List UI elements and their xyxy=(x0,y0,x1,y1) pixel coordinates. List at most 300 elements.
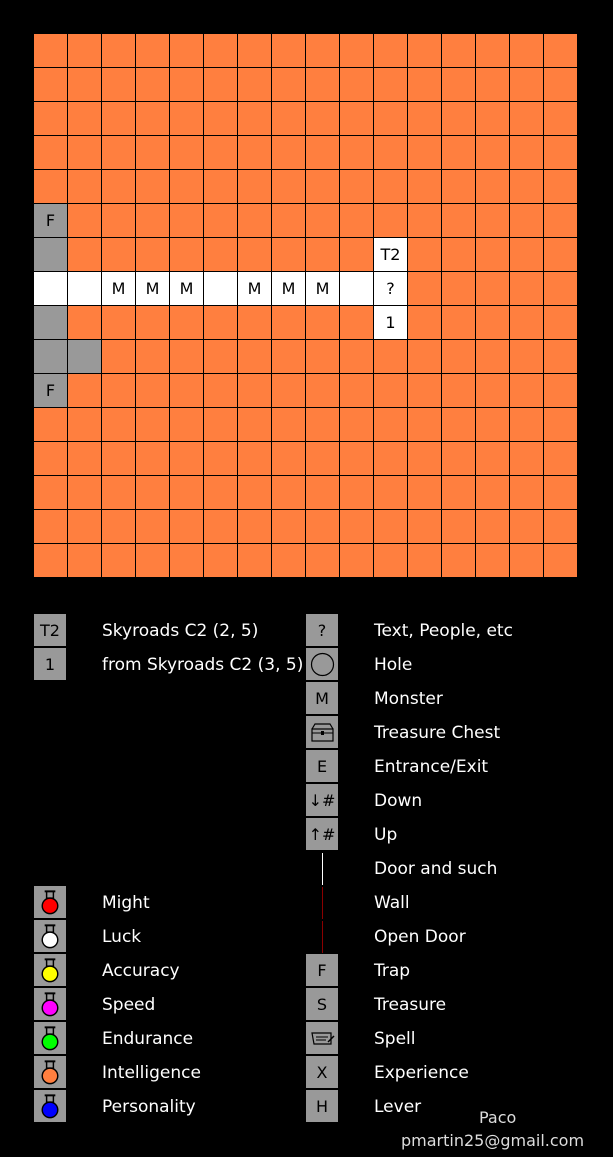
map-cell xyxy=(340,136,374,170)
map-cell xyxy=(136,136,170,170)
hole-icon xyxy=(306,648,339,681)
map-cell xyxy=(102,102,136,136)
map-cell xyxy=(442,306,476,340)
map-cell xyxy=(544,272,578,306)
map-cell xyxy=(340,306,374,340)
map-cell xyxy=(170,408,204,442)
legend-label: Skyroads C2 (2, 5) xyxy=(102,621,259,641)
map-cell xyxy=(340,272,374,306)
map-cell xyxy=(476,204,510,238)
map-cell xyxy=(306,476,340,510)
map-cell xyxy=(374,442,408,476)
map-cell xyxy=(238,238,272,272)
map-cell xyxy=(170,136,204,170)
map-cell xyxy=(238,340,272,374)
map-cell xyxy=(476,340,510,374)
map-cell xyxy=(476,136,510,170)
map-cell-marker: ? xyxy=(374,272,408,306)
map-cell xyxy=(204,442,238,476)
map-cell xyxy=(272,170,306,204)
map-cell xyxy=(34,476,68,510)
map-cell xyxy=(442,170,476,204)
map-cell xyxy=(170,442,204,476)
map-cell xyxy=(136,408,170,442)
map-cell xyxy=(408,272,442,306)
map-cell xyxy=(136,510,170,544)
map-cell xyxy=(306,306,340,340)
legend-label: Intelligence xyxy=(102,1063,201,1083)
map-cell xyxy=(34,442,68,476)
potion-icon xyxy=(34,954,67,987)
down-icon: ↓# xyxy=(306,784,339,817)
map-cell xyxy=(510,68,544,102)
potion-icon xyxy=(34,988,67,1021)
map-cell xyxy=(170,544,204,578)
legend-label: Personality xyxy=(102,1097,196,1117)
map-cell xyxy=(408,238,442,272)
author-email: pmartin25@gmail.com xyxy=(401,1131,585,1150)
map-cell xyxy=(238,68,272,102)
map-cell xyxy=(408,102,442,136)
map-cell-marker: F xyxy=(34,204,68,238)
map-cell xyxy=(272,68,306,102)
map-cell xyxy=(170,102,204,136)
map-cell xyxy=(34,408,68,442)
map-cell xyxy=(408,442,442,476)
map-cell xyxy=(272,476,306,510)
map-cell xyxy=(544,238,578,272)
map-cell xyxy=(306,408,340,442)
potion-icon xyxy=(34,1090,67,1123)
map-cell xyxy=(204,306,238,340)
map-cell xyxy=(442,476,476,510)
map-cell xyxy=(442,544,476,578)
map-cell xyxy=(68,374,102,408)
map-cell xyxy=(374,68,408,102)
entrance-exit-icon: E xyxy=(306,750,339,783)
map-cell xyxy=(306,340,340,374)
map-cell xyxy=(102,340,136,374)
map-cell xyxy=(306,68,340,102)
legend-label: Treasure xyxy=(374,995,447,1015)
map-cell xyxy=(544,408,578,442)
map-cell xyxy=(238,544,272,578)
legend-label: Accuracy xyxy=(102,961,180,981)
map-cell xyxy=(340,102,374,136)
map-cell xyxy=(272,408,306,442)
open-door-icon xyxy=(322,921,323,953)
map-cell xyxy=(238,34,272,68)
map-cell xyxy=(306,136,340,170)
map-cell xyxy=(68,136,102,170)
map-cell xyxy=(68,442,102,476)
map-cell xyxy=(408,68,442,102)
legend-label: Lever xyxy=(374,1097,422,1117)
map-cell xyxy=(442,136,476,170)
map-cell xyxy=(306,204,340,238)
map-cell xyxy=(340,34,374,68)
map-cell xyxy=(374,204,408,238)
map-cell xyxy=(238,408,272,442)
map-cell xyxy=(102,238,136,272)
map-cell xyxy=(544,544,578,578)
map-cell xyxy=(136,476,170,510)
map-cell xyxy=(238,442,272,476)
map-cell xyxy=(68,238,102,272)
legend-label: Text, People, etc xyxy=(374,621,513,641)
map-cell xyxy=(136,374,170,408)
map-cell xyxy=(544,340,578,374)
map-cell xyxy=(476,272,510,306)
transition-icon: T2 xyxy=(34,614,67,647)
map-cell xyxy=(204,68,238,102)
map-cell xyxy=(340,442,374,476)
map-cell xyxy=(544,204,578,238)
map-cell xyxy=(476,306,510,340)
map-cell xyxy=(102,306,136,340)
map-cell xyxy=(170,374,204,408)
monster-icon: M xyxy=(306,682,339,715)
map-cell xyxy=(374,170,408,204)
map-cell xyxy=(408,374,442,408)
map-cell xyxy=(544,34,578,68)
map-cell xyxy=(510,34,544,68)
map-cell xyxy=(34,272,68,306)
map-cell xyxy=(170,340,204,374)
map-cell xyxy=(68,102,102,136)
door-icon xyxy=(322,853,323,885)
map-cell xyxy=(544,442,578,476)
map-cell xyxy=(102,136,136,170)
map-cell xyxy=(272,238,306,272)
map-cell xyxy=(374,374,408,408)
map-cell xyxy=(442,204,476,238)
map-cell-marker: M xyxy=(272,272,306,306)
map-cell xyxy=(544,170,578,204)
map-cell xyxy=(442,68,476,102)
map-cell xyxy=(34,510,68,544)
map-cell xyxy=(544,510,578,544)
map-cell xyxy=(136,102,170,136)
legend-label: Entrance/Exit xyxy=(374,757,489,777)
map-cell xyxy=(34,136,68,170)
map-cell xyxy=(238,136,272,170)
map-cell xyxy=(340,204,374,238)
legend-label: Up xyxy=(374,825,398,845)
map-cell xyxy=(306,374,340,408)
map-cell xyxy=(510,306,544,340)
map-cell xyxy=(374,544,408,578)
map-cell xyxy=(340,68,374,102)
map-cell xyxy=(306,510,340,544)
legend-label: Might xyxy=(102,893,150,913)
legend-label: Treasure Chest xyxy=(374,723,501,743)
map-cell xyxy=(34,544,68,578)
map-cell xyxy=(476,34,510,68)
map-cell xyxy=(544,136,578,170)
legend-label: Endurance xyxy=(102,1029,194,1049)
map-cell xyxy=(272,204,306,238)
map-cell xyxy=(340,340,374,374)
map-cell xyxy=(34,68,68,102)
map-cell xyxy=(408,170,442,204)
potion-icon xyxy=(34,1056,67,1089)
map-cell xyxy=(204,374,238,408)
legend-label: Luck xyxy=(102,927,142,947)
map-cell xyxy=(102,34,136,68)
legend-label: Door and such xyxy=(374,859,498,879)
map-cell xyxy=(510,102,544,136)
map-cell xyxy=(272,374,306,408)
map-cell xyxy=(408,476,442,510)
map-cell xyxy=(68,204,102,238)
map-cell xyxy=(476,170,510,204)
map-cell-marker: M xyxy=(102,272,136,306)
legend-label: Down xyxy=(374,791,423,811)
treasure-chest-icon xyxy=(306,716,339,749)
map-cell xyxy=(374,136,408,170)
map-cell xyxy=(102,476,136,510)
map-cell-marker: F xyxy=(34,374,68,408)
map-cell xyxy=(374,408,408,442)
map-cell xyxy=(102,374,136,408)
map-cell xyxy=(170,34,204,68)
map-cell xyxy=(34,170,68,204)
map-cell-marker: M xyxy=(170,272,204,306)
map-cell xyxy=(204,102,238,136)
map-cell xyxy=(238,170,272,204)
map-cell xyxy=(68,544,102,578)
map-cell xyxy=(238,510,272,544)
map-cell xyxy=(476,408,510,442)
map-cell xyxy=(408,340,442,374)
map-cell xyxy=(442,408,476,442)
arrival-icon: 1 xyxy=(34,648,67,681)
map-cell xyxy=(374,510,408,544)
map-cell xyxy=(442,374,476,408)
map-cell xyxy=(306,170,340,204)
map-cell xyxy=(544,306,578,340)
spell-icon xyxy=(306,1022,339,1055)
map-cell xyxy=(442,442,476,476)
map-cell xyxy=(510,340,544,374)
map-cell xyxy=(408,306,442,340)
map-cell xyxy=(442,238,476,272)
map-cell xyxy=(204,170,238,204)
map-cell xyxy=(102,544,136,578)
map-cell-marker: 1 xyxy=(374,306,408,340)
map-cell xyxy=(102,170,136,204)
map-cell xyxy=(476,102,510,136)
trap-icon: F xyxy=(306,954,339,987)
map-cell xyxy=(510,272,544,306)
map-cell xyxy=(68,170,102,204)
map-cell xyxy=(340,476,374,510)
map-cell xyxy=(510,204,544,238)
map-cell xyxy=(442,272,476,306)
map-cell xyxy=(170,306,204,340)
lever-icon: H xyxy=(306,1090,339,1123)
legend-label: Speed xyxy=(102,995,156,1015)
legend-label: Spell xyxy=(374,1029,416,1049)
map-cell xyxy=(374,34,408,68)
legend-label: Trap xyxy=(374,961,411,981)
map-cell xyxy=(68,306,102,340)
map-cell xyxy=(68,272,102,306)
legend-label: from Skyroads C2 (3, 5) xyxy=(102,655,304,675)
map-cell xyxy=(272,306,306,340)
potion-icon xyxy=(34,920,67,953)
map-cell xyxy=(170,238,204,272)
question-icon: ? xyxy=(306,614,339,647)
map-cell xyxy=(136,340,170,374)
map-cell xyxy=(102,204,136,238)
map-cell xyxy=(408,510,442,544)
map-cell xyxy=(170,476,204,510)
map-cell xyxy=(476,544,510,578)
map-cell xyxy=(204,204,238,238)
legend-label: Open Door xyxy=(374,927,466,947)
map-cell-marker: M xyxy=(238,272,272,306)
map-cell xyxy=(170,510,204,544)
map-cell xyxy=(136,544,170,578)
map-cell xyxy=(544,374,578,408)
map-cell xyxy=(204,340,238,374)
up-icon: ↑# xyxy=(306,818,339,851)
map-cell xyxy=(340,544,374,578)
map-cell xyxy=(408,204,442,238)
map-cell xyxy=(306,34,340,68)
map-cell xyxy=(238,374,272,408)
map-cell xyxy=(272,136,306,170)
map-cell xyxy=(34,306,68,340)
map-cell xyxy=(374,340,408,374)
map-cell xyxy=(136,442,170,476)
map-cell xyxy=(204,136,238,170)
map-cell xyxy=(34,34,68,68)
map-cell xyxy=(102,68,136,102)
map-cell xyxy=(442,510,476,544)
map-cell xyxy=(102,442,136,476)
legend-label: Hole xyxy=(374,655,413,675)
map-cell xyxy=(408,136,442,170)
map-cell xyxy=(408,544,442,578)
potion-icon xyxy=(34,886,67,919)
map-cell xyxy=(340,510,374,544)
map-cell xyxy=(272,340,306,374)
map-cell xyxy=(204,544,238,578)
map-cell xyxy=(408,408,442,442)
experience-icon: X xyxy=(306,1056,339,1089)
map-cell xyxy=(204,476,238,510)
map-cell xyxy=(170,170,204,204)
wall-icon xyxy=(322,887,323,919)
map-cell xyxy=(68,34,102,68)
map-cell xyxy=(442,34,476,68)
map-cell xyxy=(510,442,544,476)
potion-icon xyxy=(34,1022,67,1055)
map-cell xyxy=(34,238,68,272)
map-cell xyxy=(476,374,510,408)
map-cell xyxy=(476,510,510,544)
map-cell xyxy=(102,408,136,442)
map-cell xyxy=(68,510,102,544)
treasure-icon: S xyxy=(306,988,339,1021)
map-cell xyxy=(272,544,306,578)
map-cell xyxy=(476,68,510,102)
map-cell xyxy=(136,306,170,340)
map-cell xyxy=(238,102,272,136)
map-cell xyxy=(272,510,306,544)
map-cell xyxy=(272,442,306,476)
map-cell xyxy=(102,510,136,544)
map-cell xyxy=(374,102,408,136)
map-cell xyxy=(510,476,544,510)
legend-label: Experience xyxy=(374,1063,469,1083)
map-cell xyxy=(510,408,544,442)
map-cell xyxy=(136,34,170,68)
map-cell xyxy=(510,544,544,578)
map-cell xyxy=(272,102,306,136)
map-cell xyxy=(510,510,544,544)
map-cell xyxy=(340,170,374,204)
map-cell xyxy=(374,476,408,510)
map-cell xyxy=(476,476,510,510)
map-cell xyxy=(238,306,272,340)
map-cell xyxy=(442,102,476,136)
map-cell xyxy=(340,408,374,442)
map-cell xyxy=(68,68,102,102)
map-cell xyxy=(204,272,238,306)
map-cell xyxy=(510,238,544,272)
map-cell xyxy=(476,442,510,476)
map-cell xyxy=(306,544,340,578)
map-cell xyxy=(68,340,102,374)
map-cell xyxy=(136,68,170,102)
map-cell xyxy=(170,68,204,102)
dungeon-map xyxy=(34,34,579,579)
map-cell xyxy=(442,340,476,374)
map-cell xyxy=(68,408,102,442)
map-cell xyxy=(170,204,204,238)
map-cell-marker: M xyxy=(136,272,170,306)
map-cell xyxy=(544,102,578,136)
map-cell xyxy=(136,170,170,204)
map-cell xyxy=(510,170,544,204)
map-cell xyxy=(306,442,340,476)
map-cell xyxy=(34,340,68,374)
map-cell xyxy=(476,238,510,272)
legend-label: Monster xyxy=(374,689,443,709)
map-cell xyxy=(238,476,272,510)
map-cell xyxy=(238,204,272,238)
map-cell-marker: M xyxy=(306,272,340,306)
map-cell xyxy=(340,374,374,408)
map-cell xyxy=(340,238,374,272)
map-cell xyxy=(34,102,68,136)
map-cell xyxy=(306,238,340,272)
map-cell xyxy=(272,34,306,68)
map-cell xyxy=(306,102,340,136)
map-cell xyxy=(68,476,102,510)
map-cell xyxy=(136,204,170,238)
map-cell xyxy=(204,238,238,272)
map-cell xyxy=(510,374,544,408)
map-cell xyxy=(204,408,238,442)
map-cell xyxy=(544,476,578,510)
map-cell xyxy=(408,34,442,68)
map-cell-marker: T2 xyxy=(374,238,408,272)
